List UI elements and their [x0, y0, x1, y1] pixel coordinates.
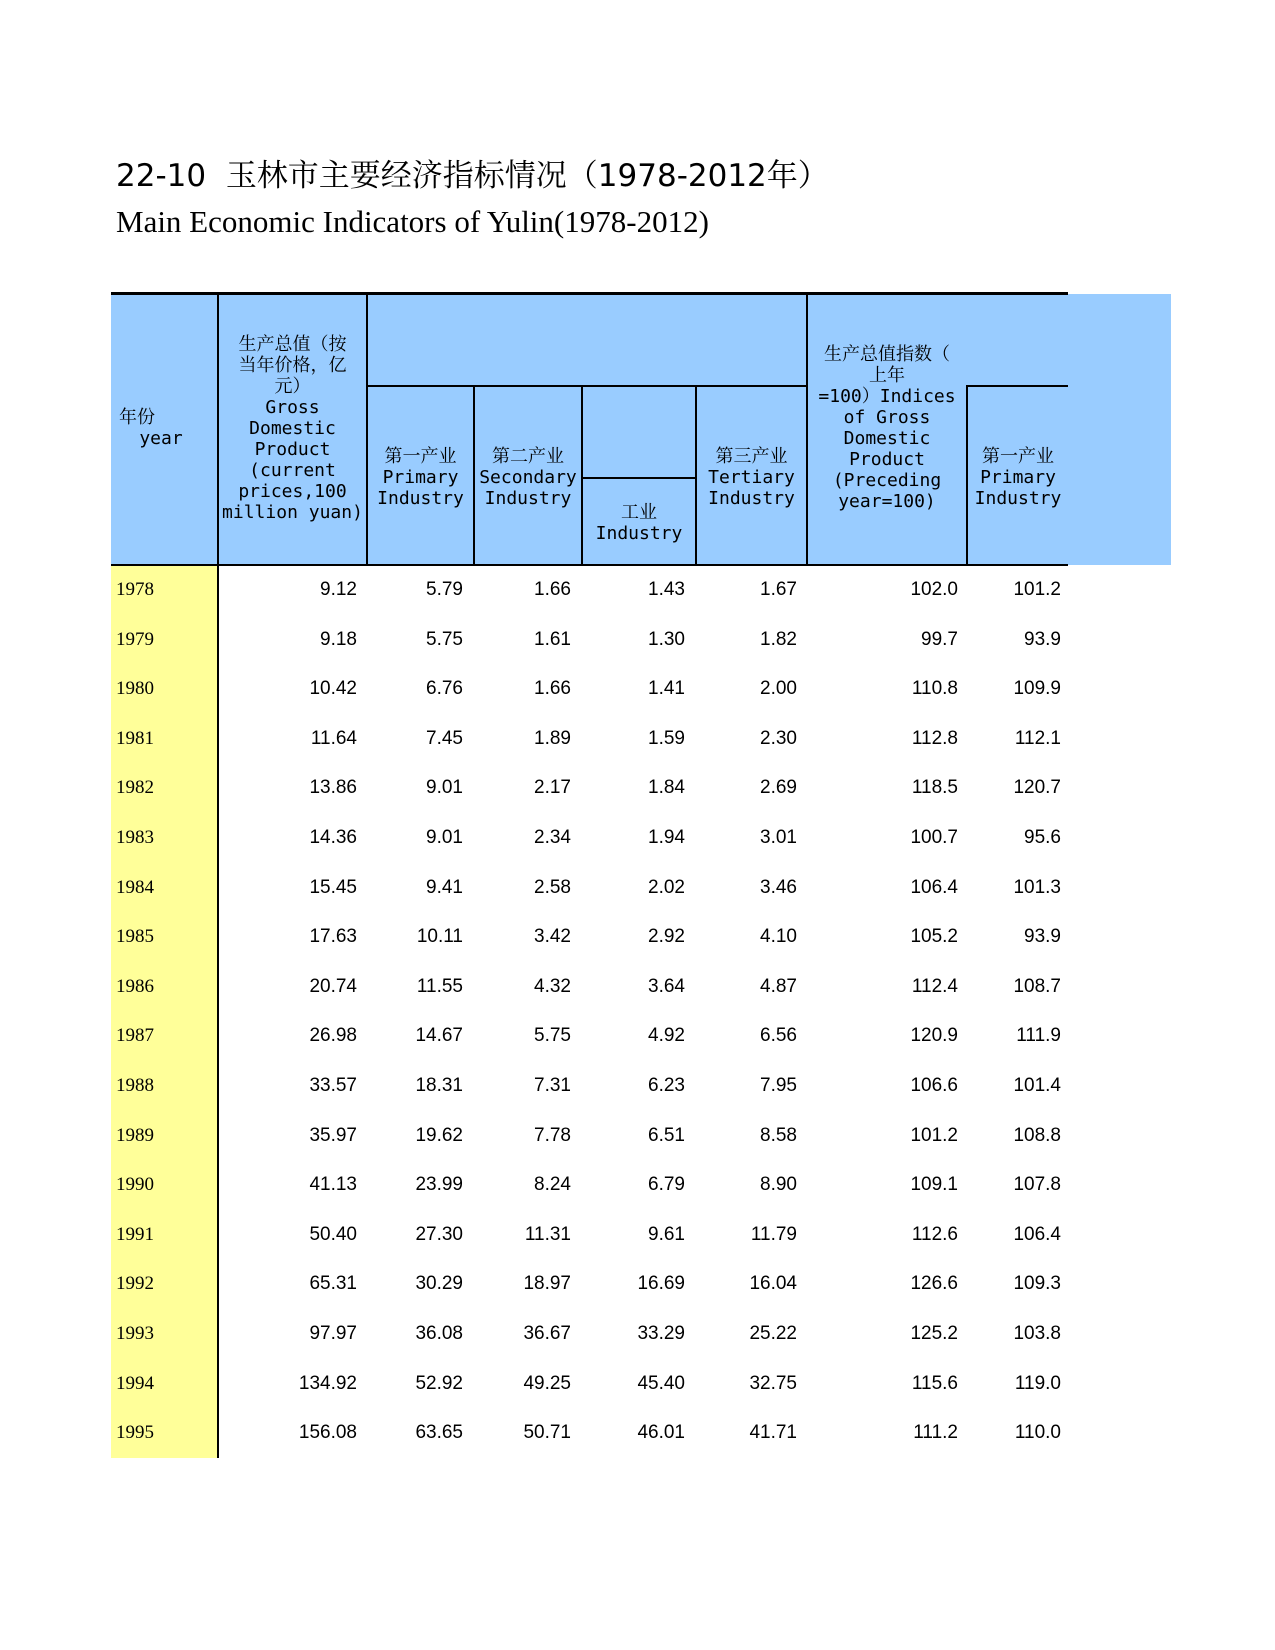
header-index-primary-industry: 第一产业 Primary Industry: [974, 446, 1062, 509]
industry-cell: 1.43: [648, 579, 685, 600]
industry-cell: 9.61: [648, 1223, 685, 1245]
tertiary-cell: 6.56: [760, 1025, 797, 1047]
tertiary-cell: 4.87: [760, 975, 797, 997]
gdp-cell: 11.64: [310, 727, 357, 749]
header-subline: [366, 385, 808, 387]
index-primary-cell: 93.9: [1024, 628, 1061, 650]
header-gdp-index: 生产总值指数（ 上年 =100）Indices of Gross Domestic Product (Preceding year=100): [818, 344, 956, 512]
table-top-border: [111, 292, 1068, 295]
header-tertiary-industry: 第三产业 Tertiary Industry: [708, 446, 795, 509]
tertiary-cell: 8.90: [760, 1174, 797, 1196]
table-row: [111, 1011, 1071, 1061]
secondary-cell: 4.32: [534, 975, 571, 997]
table-row: [111, 1309, 1071, 1359]
gdp-cell: 65.31: [309, 1273, 357, 1295]
primary-cell: 30.29: [415, 1273, 463, 1295]
table-row: [111, 912, 1071, 962]
secondary-cell: 49.25: [523, 1372, 571, 1394]
index-primary-cell: 110.0: [1014, 1422, 1061, 1444]
gdp-index-cell: 126.6: [910, 1273, 958, 1295]
table-row: [111, 1111, 1071, 1161]
industry-cell: 2.02: [648, 876, 685, 898]
gdp-cell: 17.63: [309, 926, 357, 948]
index-primary-cell: 101.3: [1013, 876, 1061, 898]
gdp-index-cell: 100.7: [910, 827, 958, 848]
header-secondary-industry: 第二产业 Secondary Industry: [479, 446, 577, 509]
tertiary-cell: 2.69: [760, 777, 797, 799]
year-cell: 1991: [116, 1223, 154, 1245]
gdp-index-cell: 110.8: [911, 678, 958, 700]
primary-cell: 63.65: [415, 1422, 463, 1444]
index-primary-cell: 107.8: [1013, 1174, 1061, 1196]
secondary-cell: 1.66: [534, 579, 571, 600]
tertiary-cell: 3.46: [760, 876, 797, 898]
tertiary-cell: 1.82: [760, 628, 797, 650]
table-row: [111, 813, 1071, 863]
header-gdp: 生产总值（按 当年价格，亿 元） Gross Domestic Product (current prices,100 million yuan): [222, 334, 363, 523]
gdp-index-cell: 105.2: [910, 926, 958, 948]
tertiary-cell: 41.71: [749, 1422, 797, 1444]
secondary-cell: 1.89: [534, 727, 571, 749]
gdp-index-cell: 120.9: [910, 1025, 958, 1047]
gdp-index-cell: 118.5: [911, 777, 958, 799]
tertiary-cell: 7.95: [760, 1075, 797, 1096]
gdp-index-cell: 99.7: [921, 628, 958, 650]
year-cell: 1992: [116, 1273, 154, 1295]
industry-cell: 45.40: [637, 1372, 685, 1394]
primary-cell: 36.08: [415, 1323, 463, 1344]
tertiary-cell: 32.75: [749, 1372, 797, 1394]
year-cell: 1983: [116, 827, 154, 848]
gdp-cell: 156.08: [298, 1422, 357, 1444]
industry-cell: 1.59: [648, 727, 685, 749]
industry-cell: 1.84: [648, 777, 685, 799]
table-row: [111, 1210, 1071, 1260]
primary-cell: 10.11: [416, 926, 463, 948]
secondary-cell: 1.61: [534, 628, 571, 650]
year-cell: 1981: [116, 727, 154, 749]
table-row: [111, 664, 1071, 714]
secondary-cell: 36.67: [523, 1323, 571, 1344]
primary-cell: 19.62: [415, 1124, 463, 1146]
table-row: [111, 763, 1071, 813]
gdp-index-cell: 112.8: [911, 727, 958, 749]
primary-cell: 5.75: [426, 628, 463, 650]
table-row: [111, 1359, 1071, 1409]
gdp-cell: 15.45: [309, 876, 357, 898]
gdp-cell: 9.18: [320, 628, 357, 650]
secondary-cell: 11.31: [524, 1223, 571, 1245]
index-primary-cell: 109.3: [1013, 1273, 1061, 1295]
gdp-index-cell: 112.4: [911, 975, 958, 997]
header-divider: [366, 294, 368, 565]
tertiary-cell: 2.30: [760, 727, 797, 749]
index-primary-cell: 112.1: [1014, 727, 1061, 749]
header-industry: 工业 Industry: [595, 502, 683, 544]
industry-cell: 1.94: [648, 827, 685, 848]
gdp-cell: 20.74: [309, 975, 357, 997]
index-primary-cell: 111.9: [1016, 1025, 1061, 1047]
index-primary-cell: 119.0: [1014, 1372, 1061, 1394]
secondary-cell: 3.42: [534, 926, 571, 948]
table-row: [111, 565, 1071, 615]
industry-cell: 4.92: [648, 1025, 685, 1047]
gdp-index-cell: 102.0: [910, 579, 958, 600]
gdp-cell: 134.92: [298, 1372, 357, 1394]
tertiary-cell: 25.22: [749, 1323, 797, 1344]
industry-cell: 1.30: [648, 628, 685, 650]
table-row: [111, 714, 1071, 764]
industry-cell: 3.64: [648, 975, 685, 997]
gdp-cell: 35.97: [309, 1124, 357, 1146]
industry-cell: 46.01: [637, 1422, 685, 1444]
gdp-cell: 50.40: [309, 1223, 357, 1245]
table-row: [111, 1259, 1071, 1309]
year-cell: 1985: [116, 926, 154, 948]
year-cell: 1993: [116, 1323, 154, 1344]
secondary-cell: 5.75: [534, 1025, 571, 1047]
primary-cell: 7.45: [426, 727, 463, 749]
tertiary-cell: 2.00: [760, 678, 797, 700]
primary-cell: 5.79: [426, 579, 463, 600]
tertiary-cell: 4.10: [760, 926, 797, 948]
table-row: [111, 962, 1071, 1012]
header-subline: [966, 385, 1068, 387]
primary-cell: 23.99: [415, 1174, 463, 1196]
index-primary-cell: 93.9: [1024, 926, 1061, 948]
year-cell: 1982: [116, 777, 154, 799]
secondary-cell: 2.58: [534, 876, 571, 898]
year-cell: 1978: [116, 579, 154, 600]
tertiary-cell: 3.01: [760, 827, 797, 848]
gdp-cell: 41.13: [309, 1174, 357, 1196]
gdp-cell: 26.98: [309, 1025, 357, 1047]
secondary-cell: 8.24: [534, 1174, 571, 1196]
year-cell: 1995: [116, 1422, 154, 1444]
gdp-cell: 14.36: [309, 827, 357, 848]
year-cell: 1979: [116, 628, 154, 650]
industry-cell: 1.41: [648, 678, 685, 700]
year-cell: 1988: [116, 1075, 154, 1096]
primary-cell: 9.01: [426, 827, 463, 848]
industry-cell: 2.92: [648, 926, 685, 948]
tertiary-cell: 11.79: [750, 1223, 797, 1245]
year-cell: 1987: [116, 1025, 154, 1047]
gdp-index-cell: 101.2: [910, 1124, 958, 1146]
gdp-index-cell: 106.6: [910, 1075, 958, 1096]
primary-cell: 6.76: [426, 678, 463, 700]
primary-cell: 27.30: [415, 1223, 463, 1245]
index-primary-cell: 101.2: [1013, 579, 1061, 600]
year-cell: 1984: [116, 876, 154, 898]
secondary-cell: 2.17: [534, 777, 571, 799]
year-cell: 1980: [116, 678, 154, 700]
industry-cell: 33.29: [637, 1323, 685, 1344]
industry-cell: 16.69: [637, 1273, 685, 1295]
primary-cell: 9.41: [426, 876, 463, 898]
header-subline: [581, 477, 697, 479]
gdp-cell: 33.57: [309, 1075, 357, 1096]
page-title-cn: 22-10 玉林市主要经济指标情况（1978-2012年）: [116, 158, 829, 194]
index-primary-cell: 109.9: [1013, 678, 1061, 700]
industry-cell: 6.51: [648, 1124, 685, 1146]
index-primary-cell: 108.8: [1013, 1124, 1061, 1146]
secondary-cell: 50.71: [523, 1422, 571, 1444]
tertiary-cell: 8.58: [760, 1124, 797, 1146]
table-row: [111, 863, 1071, 913]
industry-cell: 6.23: [648, 1075, 685, 1096]
secondary-cell: 18.97: [523, 1273, 571, 1295]
index-primary-cell: 106.4: [1013, 1223, 1061, 1245]
tertiary-cell: 1.67: [760, 579, 797, 600]
gdp-index-cell: 109.1: [910, 1174, 958, 1196]
gdp-cell: 97.97: [309, 1323, 357, 1344]
industry-cell: 6.79: [648, 1174, 685, 1196]
gdp-cell: 13.86: [309, 777, 357, 799]
table-row: [111, 1408, 1071, 1458]
year-cell: 1994: [116, 1372, 154, 1394]
header-year: 年份 year: [119, 407, 183, 449]
gdp-cell: 9.12: [320, 579, 357, 600]
table-row: [111, 615, 1071, 665]
secondary-cell: 7.78: [534, 1124, 571, 1146]
gdp-index-cell: 106.4: [910, 876, 958, 898]
tertiary-cell: 16.04: [749, 1273, 797, 1295]
gdp-index-cell: 115.6: [911, 1372, 958, 1394]
index-primary-cell: 108.7: [1013, 975, 1061, 997]
year-cell: 1989: [116, 1124, 154, 1146]
table-row: [111, 1061, 1071, 1111]
primary-cell: 11.55: [416, 975, 463, 997]
year-cell: 1990: [116, 1174, 154, 1196]
index-primary-cell: 103.8: [1013, 1323, 1061, 1344]
index-primary-cell: 95.6: [1024, 827, 1061, 848]
gdp-index-cell: 111.2: [913, 1422, 958, 1444]
secondary-cell: 1.66: [534, 678, 571, 700]
primary-cell: 52.92: [415, 1372, 463, 1394]
gdp-index-cell: 112.6: [911, 1223, 958, 1245]
primary-cell: 14.67: [415, 1025, 463, 1047]
secondary-cell: 7.31: [534, 1075, 571, 1096]
index-primary-cell: 120.7: [1013, 777, 1061, 799]
primary-cell: 18.31: [415, 1075, 463, 1096]
header-primary-industry: 第一产业 Primary Industry: [377, 446, 464, 509]
year-cell: 1986: [116, 975, 154, 997]
primary-cell: 9.01: [426, 777, 463, 799]
index-primary-cell: 101.4: [1013, 1075, 1061, 1096]
gdp-index-cell: 125.2: [910, 1323, 958, 1344]
secondary-cell: 2.34: [534, 827, 571, 848]
table-row: [111, 1160, 1071, 1210]
page-title-en: Main Economic Indicators of Yulin(1978-2012): [116, 204, 709, 239]
gdp-cell: 10.42: [309, 678, 357, 700]
